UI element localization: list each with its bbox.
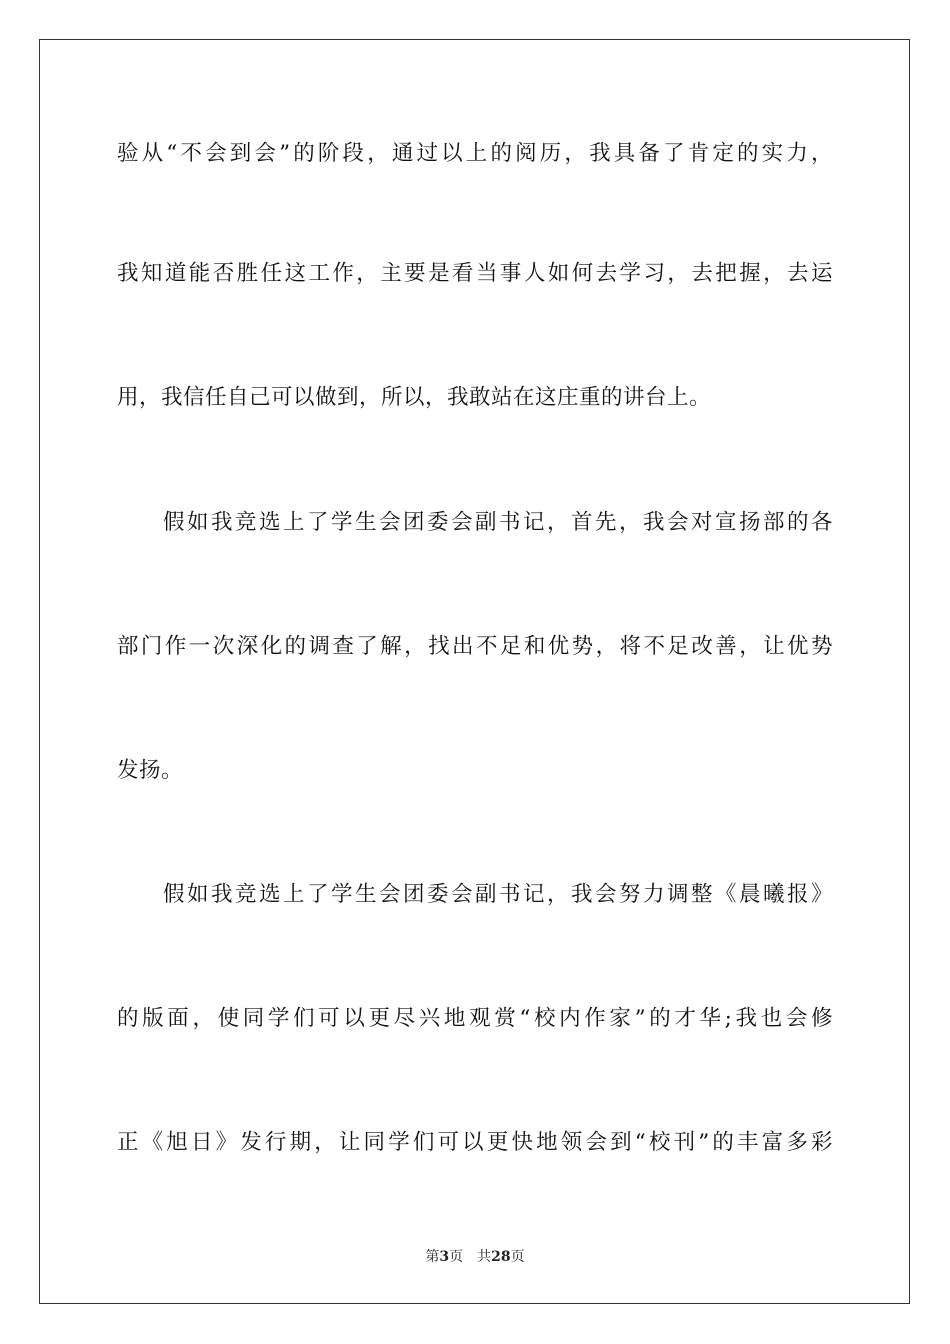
page-border xyxy=(39,39,910,1304)
text-line-7: 假如我竞选上了学生会团委会副书记，我会努力调整《晨曦报》 xyxy=(163,882,833,907)
page-prefix: 第 xyxy=(425,1249,440,1265)
total-suffix: 页 xyxy=(510,1249,525,1265)
total-pages: 28 xyxy=(491,1249,511,1265)
text-line-6: 发扬。 xyxy=(117,758,184,783)
page-suffix: 页 xyxy=(449,1249,464,1265)
page-footer xyxy=(0,1247,950,1267)
text-line-3: 用，我信任自己可以做到，所以，我敢站在这庄重的讲台上。 xyxy=(117,385,712,410)
text-line-4: 假如我竞选上了学生会团委会副书记，首先，我会对宣扬部的各 xyxy=(163,510,833,535)
total-prefix: 共 xyxy=(477,1249,492,1265)
text-line-5: 部门作一次深化的调查了解，找出不足和优势，将不足改善，让优势 xyxy=(117,634,833,659)
text-line-9: 正《旭日》发行期，让同学们可以更快地领会到“校刊”的丰富多彩 xyxy=(117,1130,833,1155)
text-line-2: 我知道能否胜任这工作，主要是看当事人如何去学习，去把握，去运 xyxy=(117,261,833,286)
page-number: 3 xyxy=(439,1249,450,1265)
text-line-8: 的版面，使同学们可以更尽兴地观赏“校内作家”的才华;我也会修 xyxy=(117,1006,833,1031)
text-line-1: 验从“不会到会”的阶段，通过以上的阅历，我具备了肯定的实力， xyxy=(117,141,833,166)
